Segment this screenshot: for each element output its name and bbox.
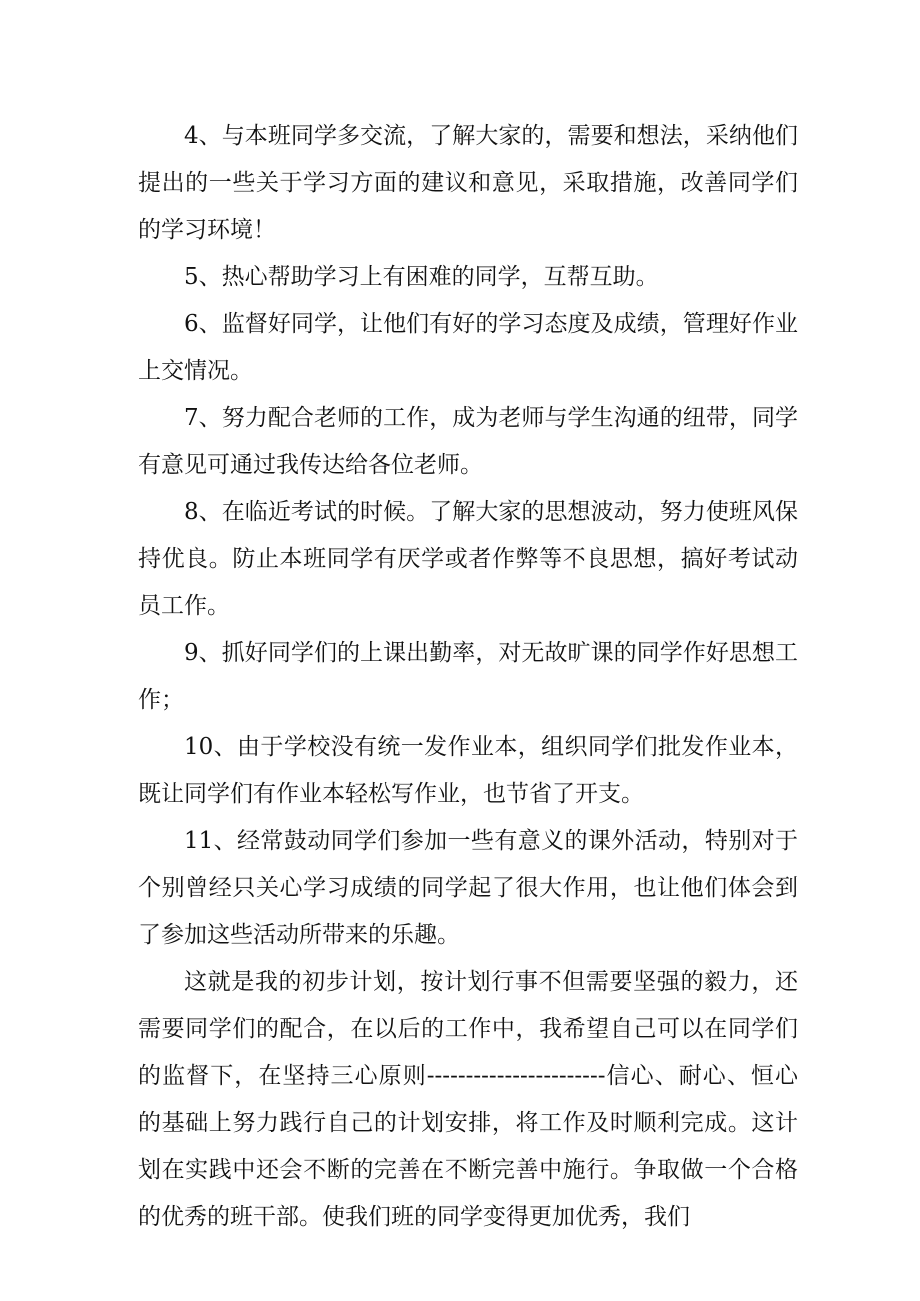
paragraph-item-4: 4、与本班同学多交流，了解大家的，需要和想法，采纳他们提出的一些关于学习方面的建议和意见，采取措施，改善同学们的学习环境！ (138, 123, 798, 243)
paragraph-item-11: 11、经常鼓动同学们参加一些有意义的课外活动，特别对于个别曾经只关心学习成绩的同学起了很大作用，也让他们体会到了参加这些活动所带来的乐趣。 (138, 828, 798, 948)
paragraph-item-8: 8、在临近考试的时候。了解大家的思想波动，努力使班风保持优良。防止本班同学有厌学或者作弊等不良思想，搞好考试动员工作。 (138, 499, 798, 619)
document-body (138, 113, 798, 1241)
paragraph-item-7: 7、努力配合老师的工作，成为老师与学生沟通的纽带，同学有意见可通过我传达给各位老师。 (138, 405, 798, 478)
paragraph-item-10: 10、由于学校没有统一发作业本，组织同学们批发作业本，既让同学们有作业本轻松写作业，也节省了开支。 (138, 734, 798, 807)
paragraph-item-6: 6、监督好同学，让他们有好的学习态度及成绩，管理好作业上交情况。 (138, 311, 798, 384)
paragraph-item-9: 9、抓好同学们的上课出勤率，对无故旷课的同学作好思想工作； (138, 640, 798, 713)
paragraph-conclusion: 这就是我的初步计划，按计划行事不但需要坚强的毅力，还需要同学们的配合，在以后的工作中，我希望自己可以在同学们的监督下，在坚持三心原则-----------------------信心、耐心、恒心的基础上努力践行自己的计划安排，将工作及时顺利完成。这计划在实践中还会不断的完善在不断完善中施行。争取做一个合格的优秀的班干部。使我们班的同学变得更加优秀，我们 (138, 969, 798, 1230)
paragraph-item-5: 5、热心帮助学习上有困难的同学，互帮互助。 (184, 264, 659, 290)
